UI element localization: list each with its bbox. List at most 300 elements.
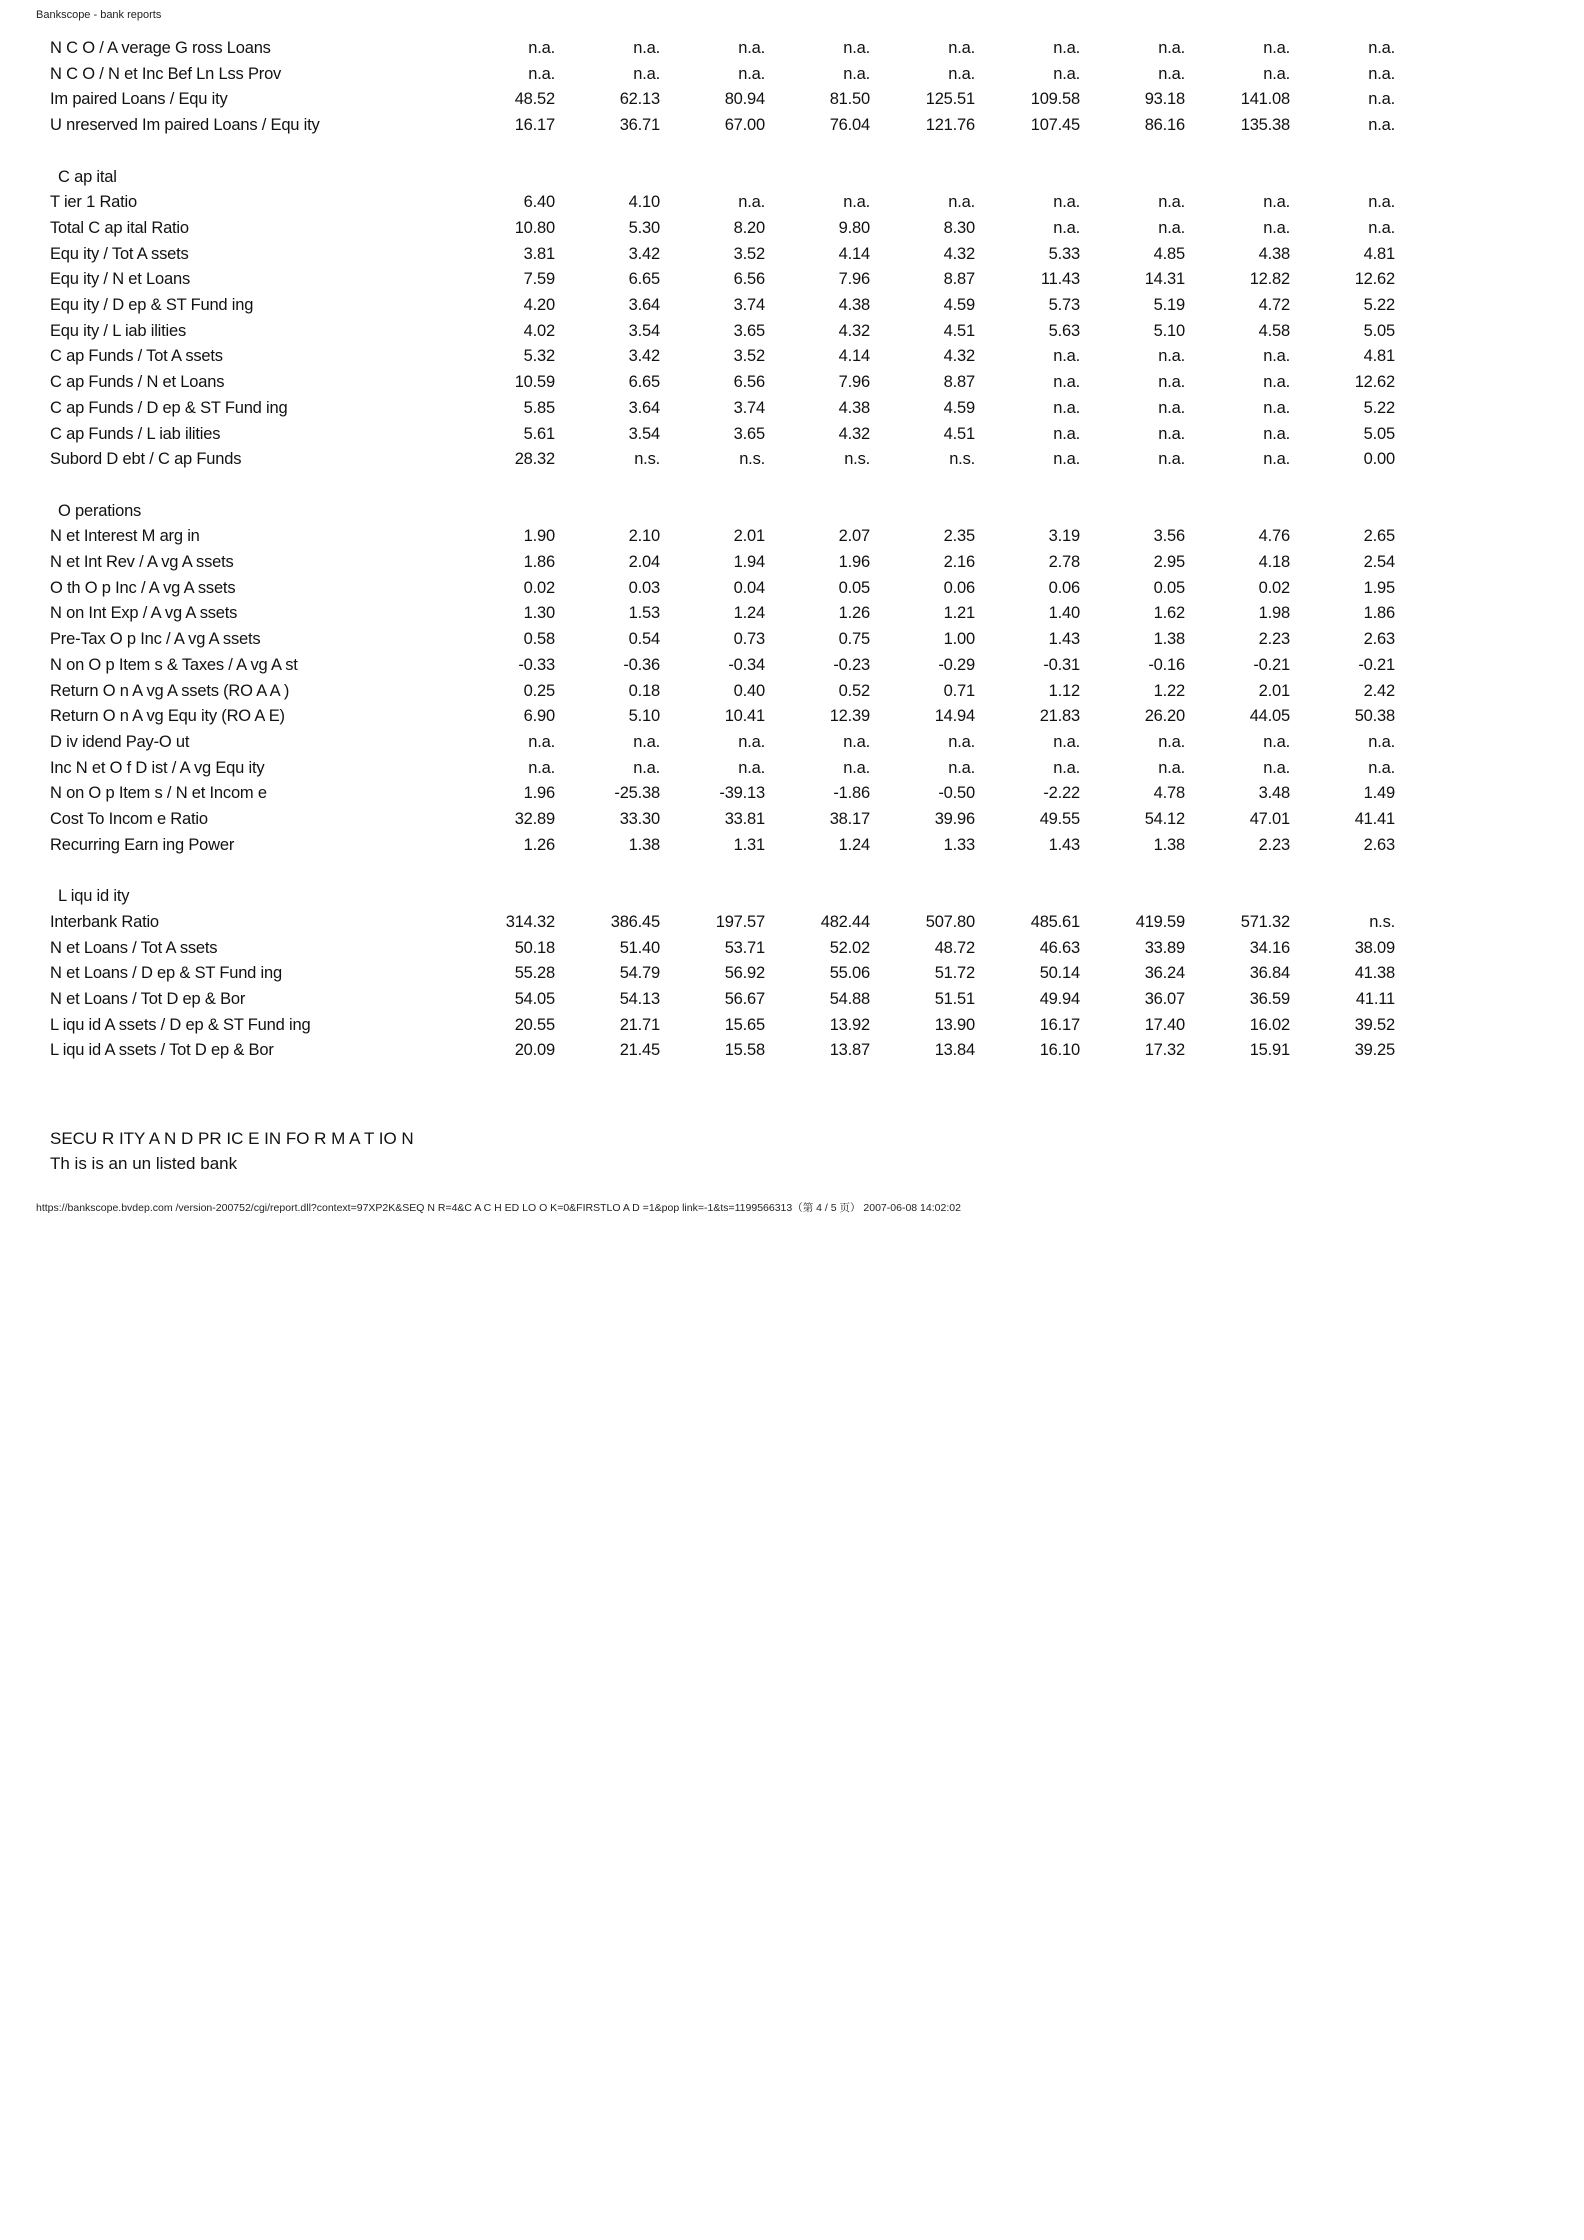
value-cell: 1.22 [1153,681,1185,700]
value-cell: 1.86 [523,553,555,572]
value-cell: n.a. [948,39,975,57]
value-cell: n.a. [843,758,870,777]
value-cell: 54.88 [829,989,870,1008]
value-cell: n.a. [1263,193,1290,212]
value-cell: -39.13 [719,784,765,803]
value-cell: 4.59 [943,398,975,417]
value-cell: n.a. [948,758,975,777]
value-cell: 4.78 [1153,784,1185,803]
value-cell: 1.33 [943,835,975,854]
value-cell: 17.40 [1144,1015,1185,1034]
table-row [50,216,1395,242]
value-cell: n.a. [1263,758,1290,777]
table-row [50,756,1395,782]
value-cell: 4.14 [838,244,870,263]
table-row [50,242,1395,268]
value-cell: n.a. [528,39,555,57]
value-cell: 50.14 [1039,964,1080,983]
value-cell: 62.13 [619,90,660,109]
value-cell: 4.32 [838,424,870,443]
value-cell: n.a. [1053,398,1080,417]
row-label: N on Int Exp / A vg A ssets [50,604,238,623]
table-row [50,422,1395,448]
value-cell: n.a. [1368,193,1395,212]
value-cell: 1.98 [1258,604,1290,623]
value-cell: n.a. [633,39,660,57]
row-label: C ap Funds / Tot A ssets [50,347,223,366]
value-cell: 0.73 [733,630,765,649]
value-cell: 0.40 [733,681,765,700]
value-cell: 3.65 [733,424,765,443]
value-cell: 4.51 [943,424,975,443]
value-cell: 51.51 [934,989,975,1008]
value-cell: 2.95 [1153,553,1185,572]
value-cell: 6.56 [733,270,765,289]
value-cell: 5.85 [523,398,555,417]
table-row [50,113,1395,139]
value-cell: 121.76 [925,116,975,135]
row-label: N on O p Item s / N et Incom e [50,784,267,803]
value-cell: -0.29 [938,655,975,674]
value-cell: 4.81 [1363,347,1395,366]
value-cell: 1.24 [838,835,870,854]
value-cell: 16.10 [1039,1041,1080,1060]
value-cell: 5.33 [1048,244,1080,263]
value-cell: 13.84 [934,1041,975,1060]
value-cell: n.a. [633,758,660,777]
value-cell: 51.72 [934,964,975,983]
section-heading-row [50,884,1395,910]
value-cell: n.a. [633,732,660,751]
row-label: T ier 1 Ratio [50,193,137,212]
table-row [50,781,1395,807]
value-cell: 4.38 [838,398,870,417]
value-cell: 50.38 [1354,707,1395,726]
value-cell: 5.22 [1363,296,1395,315]
table-row [50,550,1395,576]
value-cell: n.a. [1263,424,1290,443]
section-heading: L iqu id ity [58,887,130,906]
value-cell: 3.54 [628,321,660,340]
row-label: N et Interest M arg in [50,527,200,546]
value-cell: 5.05 [1363,321,1395,340]
section-heading: C ap ital [58,167,117,186]
ratio-table-body [50,36,1395,1064]
value-cell: 33.81 [724,810,765,829]
value-cell: 4.85 [1153,244,1185,263]
table-row [50,601,1395,627]
table-row [50,293,1395,319]
value-cell: 2.78 [1048,553,1080,572]
table-row [50,344,1395,370]
value-cell: 125.51 [925,90,975,109]
value-cell: 1.40 [1048,604,1080,623]
value-cell: 8.30 [943,218,975,237]
security-section [50,1126,414,1176]
value-cell: n.a. [1263,39,1290,57]
spacer-cell [50,858,1395,884]
value-cell: 107.45 [1030,116,1080,135]
value-cell: n.a. [1158,193,1185,212]
value-cell: 36.71 [619,116,660,135]
value-cell: n.a. [948,64,975,83]
value-cell: 0.71 [943,681,975,700]
value-cell: 485.61 [1030,912,1080,931]
row-label: Equ ity / Tot A ssets [50,244,189,263]
value-cell: 67.00 [724,116,765,135]
section-heading-row [50,499,1395,525]
value-cell: 3.64 [628,398,660,417]
value-cell: 6.56 [733,373,765,392]
value-cell: 16.02 [1249,1015,1290,1034]
value-cell: 1.86 [1363,604,1395,623]
value-cell: 5.10 [1153,321,1185,340]
table-row [50,319,1395,345]
row-label: N et Loans / Tot D ep & Bor [50,989,246,1008]
value-cell: 51.40 [619,938,660,957]
value-cell: 135.38 [1240,116,1290,135]
value-cell: 1.95 [1363,578,1395,597]
value-cell: 109.58 [1030,90,1080,109]
value-cell: n.a. [738,732,765,751]
value-cell: n.s. [739,450,765,469]
table-row [50,961,1395,987]
row-label: L iqu id A ssets / Tot D ep & Bor [50,1041,274,1060]
section-heading: O perations [58,501,142,520]
value-cell: 3.65 [733,321,765,340]
value-cell: 7.96 [838,373,870,392]
value-cell: 44.05 [1249,707,1290,726]
value-cell: 3.56 [1153,527,1185,546]
value-cell: 1.24 [733,604,765,623]
value-cell: 14.31 [1144,270,1185,289]
value-cell: 7.59 [523,270,555,289]
value-cell: 52.02 [829,938,870,957]
value-cell: n.a. [843,64,870,83]
value-cell: 12.39 [829,707,870,726]
value-cell: 314.32 [505,912,555,931]
value-cell: n.a. [1158,64,1185,83]
value-cell: 0.02 [523,578,555,597]
value-cell: 5.61 [523,424,555,443]
row-label: Equ ity / D ep & ST Fund ing [50,296,254,315]
value-cell: n.a. [1368,64,1395,83]
row-label: O th O p Inc / A vg A ssets [50,578,236,597]
table-row [50,1038,1395,1064]
value-cell: 48.72 [934,938,975,957]
value-cell: n.a. [738,193,765,212]
value-cell: 4.38 [838,296,870,315]
value-cell: 13.92 [829,1015,870,1034]
value-cell: 1.00 [943,630,975,649]
row-label: Equ ity / L iab ilities [50,321,187,340]
value-cell: 15.65 [724,1015,765,1034]
spacer-row [50,858,1395,884]
value-cell: 0.03 [628,578,660,597]
row-label: Cost To Incom e Ratio [50,810,208,829]
row-label: N C O / N et Inc Bef Ln Lss Prov [50,64,282,83]
value-cell: 17.32 [1144,1041,1185,1060]
value-cell: 3.54 [628,424,660,443]
value-cell: 6.65 [628,373,660,392]
value-cell: -0.31 [1043,655,1080,674]
value-cell: 7.96 [838,270,870,289]
value-cell: 5.63 [1048,321,1080,340]
value-cell: 13.90 [934,1015,975,1034]
value-cell: 5.30 [628,218,660,237]
table-row [50,833,1395,859]
value-cell: 4.38 [1258,244,1290,263]
value-cell: 2.07 [838,527,870,546]
value-cell: 0.75 [838,630,870,649]
value-cell: 47.01 [1249,810,1290,829]
value-cell: 13.87 [829,1041,870,1060]
value-cell: -0.36 [623,655,660,674]
value-cell: 419.59 [1135,912,1185,931]
value-cell: 0.06 [1048,578,1080,597]
value-cell: 12.62 [1354,373,1395,392]
value-cell: 49.55 [1039,810,1080,829]
value-cell: 4.18 [1258,553,1290,572]
value-cell: 386.45 [610,912,660,931]
table-row [50,730,1395,756]
value-cell: 141.08 [1240,90,1290,109]
value-cell: -0.21 [1358,655,1395,674]
value-cell: 36.59 [1249,989,1290,1008]
value-cell: 1.96 [838,553,870,572]
value-cell: 41.41 [1354,810,1395,829]
value-cell: 1.90 [523,527,555,546]
security-note: Th is is an un listed bank [50,1154,238,1173]
value-cell: 6.90 [523,707,555,726]
value-cell: 28.32 [514,450,555,469]
spacer-row [50,139,1395,165]
value-cell: 33.89 [1144,938,1185,957]
table-row [50,524,1395,550]
value-cell: 54.79 [619,964,660,983]
value-cell: 76.04 [829,116,870,135]
value-cell: 54.05 [514,989,555,1008]
value-cell: -25.38 [614,784,660,803]
value-cell: 0.54 [628,630,660,649]
value-cell: 3.19 [1048,527,1080,546]
value-cell: n.a. [1368,116,1395,135]
value-cell: 0.02 [1258,578,1290,597]
table-row [50,370,1395,396]
value-cell: 36.24 [1144,964,1185,983]
value-cell: n.a. [1053,373,1080,392]
value-cell: 39.52 [1354,1015,1395,1034]
table-row [50,910,1395,936]
value-cell: 1.21 [943,604,975,623]
row-label: N et Int Rev / A vg A ssets [50,553,234,572]
section-heading-row [50,165,1395,191]
value-cell: 5.19 [1153,296,1185,315]
value-cell: 12.82 [1249,270,1290,289]
table-row [50,447,1395,473]
value-cell: n.a. [1158,218,1185,237]
value-cell: 41.11 [1355,989,1395,1008]
value-cell: 11.43 [1040,270,1080,289]
value-cell: 53.71 [724,938,765,957]
value-cell: n.a. [1263,732,1290,751]
value-cell: n.a. [1053,424,1080,443]
table-row [50,679,1395,705]
value-cell: 1.94 [733,553,765,572]
value-cell: n.a. [1158,373,1185,392]
value-cell: 39.96 [934,810,975,829]
value-cell: 1.62 [1153,604,1185,623]
row-label: Pre-Tax O p Inc / A vg A ssets [50,630,261,649]
security-title: SECU R ITY A N D PR IC E IN FO R M A T IO N [50,1129,414,1148]
value-cell: n.a. [528,758,555,777]
value-cell: 5.22 [1363,398,1395,417]
value-cell: 4.51 [943,321,975,340]
value-cell: 3.74 [733,398,765,417]
row-label: N et Loans / D ep & ST Fund ing [50,964,282,983]
value-cell: 10.80 [514,218,555,237]
value-cell: 0.00 [1363,450,1395,469]
value-cell: 0.04 [733,578,765,597]
value-cell: 1.43 [1048,835,1080,854]
value-cell: n.a. [1158,758,1185,777]
value-cell: 4.81 [1363,244,1395,263]
value-cell: n.a. [1053,758,1080,777]
table-row [50,87,1395,113]
table-row [50,627,1395,653]
value-cell: 56.67 [724,989,765,1008]
value-cell: n.a. [948,732,975,751]
value-cell: n.a. [1368,732,1395,751]
value-cell: 0.52 [838,681,870,700]
value-cell: 0.25 [523,681,555,700]
value-cell: n.a. [1368,218,1395,237]
value-cell: 54.12 [1144,810,1185,829]
value-cell: 3.64 [628,296,660,315]
value-cell: 0.05 [1153,578,1185,597]
ratio-table [50,36,1395,1064]
value-cell: n.a. [738,39,765,57]
value-cell: n.a. [1158,450,1185,469]
value-cell: 20.09 [514,1041,555,1060]
table-row [50,62,1395,88]
value-cell: 2.65 [1363,527,1395,546]
value-cell: n.a. [948,193,975,212]
value-cell: n.a. [1158,39,1185,57]
value-cell: 50.18 [514,938,555,957]
value-cell: 80.94 [724,90,765,109]
row-label: Im paired Loans / Equ ity [50,90,228,109]
row-label: N C O / A verage G ross Loans [50,39,271,57]
row-label: C ap Funds / N et Loans [50,373,225,392]
value-cell: -0.21 [1253,655,1290,674]
row-label: Subord D ebt / C ap Funds [50,450,242,469]
table-row [50,190,1395,216]
value-cell: 2.23 [1258,630,1290,649]
value-cell: n.a. [843,193,870,212]
value-cell: 0.58 [523,630,555,649]
value-cell: 38.09 [1354,938,1395,957]
value-cell: n.a. [1368,39,1395,57]
value-cell: n.a. [1158,732,1185,751]
value-cell: 5.32 [523,347,555,366]
value-cell: 3.74 [733,296,765,315]
value-cell: n.a. [528,64,555,83]
spacer-cell [50,473,1395,499]
value-cell: 8.87 [943,373,975,392]
value-cell: 36.84 [1249,964,1290,983]
value-cell: n.s. [949,450,975,469]
value-cell: 55.28 [514,964,555,983]
row-label: Return O n A vg A ssets (RO A A ) [50,681,290,700]
value-cell: 507.80 [925,912,975,931]
value-cell: 0.05 [838,578,870,597]
value-cell: -2.22 [1043,784,1080,803]
table-row [50,396,1395,422]
value-cell: n.a. [1263,347,1290,366]
value-cell: n.a. [843,39,870,57]
value-cell: 2.63 [1363,630,1395,649]
value-cell: 4.58 [1258,321,1290,340]
value-cell: 3.48 [1258,784,1290,803]
value-cell: n.a. [1053,347,1080,366]
table-row [50,653,1395,679]
row-label: N on O p Item s & Taxes / A vg A st [50,655,298,674]
value-cell: n.s. [634,450,660,469]
table-row [50,987,1395,1013]
value-cell: n.a. [1368,758,1395,777]
spacer-row [50,473,1395,499]
value-cell: n.a. [1263,398,1290,417]
value-cell: 6.65 [628,270,660,289]
value-cell: 2.23 [1258,835,1290,854]
row-label: Return O n A vg Equ ity (RO A E) [50,707,285,726]
value-cell: 3.52 [733,347,765,366]
value-cell: 3.52 [733,244,765,263]
value-cell: n.a. [1158,347,1185,366]
page-header: Bankscope - bank reports [36,9,162,21]
value-cell: 2.42 [1363,681,1395,700]
value-cell: 12.62 [1354,270,1395,289]
value-cell: -0.23 [833,655,870,674]
value-cell: 16.17 [1039,1015,1080,1034]
row-label: Interbank Ratio [50,912,159,931]
value-cell: 571.32 [1240,912,1290,931]
value-cell: 4.76 [1258,527,1290,546]
value-cell: n.a. [1053,193,1080,212]
value-cell: -0.16 [1148,655,1185,674]
value-cell: 46.63 [1039,938,1080,957]
value-cell: 36.07 [1144,989,1185,1008]
value-cell: n.a. [1053,64,1080,83]
value-cell: n.a. [633,64,660,83]
row-label: C ap Funds / L iab ilities [50,424,221,443]
value-cell: n.a. [1263,450,1290,469]
row-label: N et Loans / Tot A ssets [50,938,218,957]
value-cell: 81.50 [829,90,870,109]
value-cell: 3.42 [628,244,660,263]
row-label: L iqu id A ssets / D ep & ST Fund ing [50,1015,311,1034]
value-cell: 16.17 [514,116,555,135]
value-cell: 2.54 [1363,553,1395,572]
page-footer: https://bankscope.bvdep.com /version-200752/cgi/report.dll?context=97XP2K&SEQ N R=4&C A C H ED LO O K=0&FIRSTLO A D =1&pop link=-1&ts=1199566313（第 4 / 5 页） 2007-06-08 14:02:02 [36,1202,961,1214]
value-cell: 0.18 [628,681,660,700]
value-cell: 5.10 [628,707,660,726]
value-cell: n.a. [1053,218,1080,237]
value-cell: 1.38 [1153,835,1185,854]
spacer-cell [50,139,1395,165]
value-cell: 8.20 [733,218,765,237]
